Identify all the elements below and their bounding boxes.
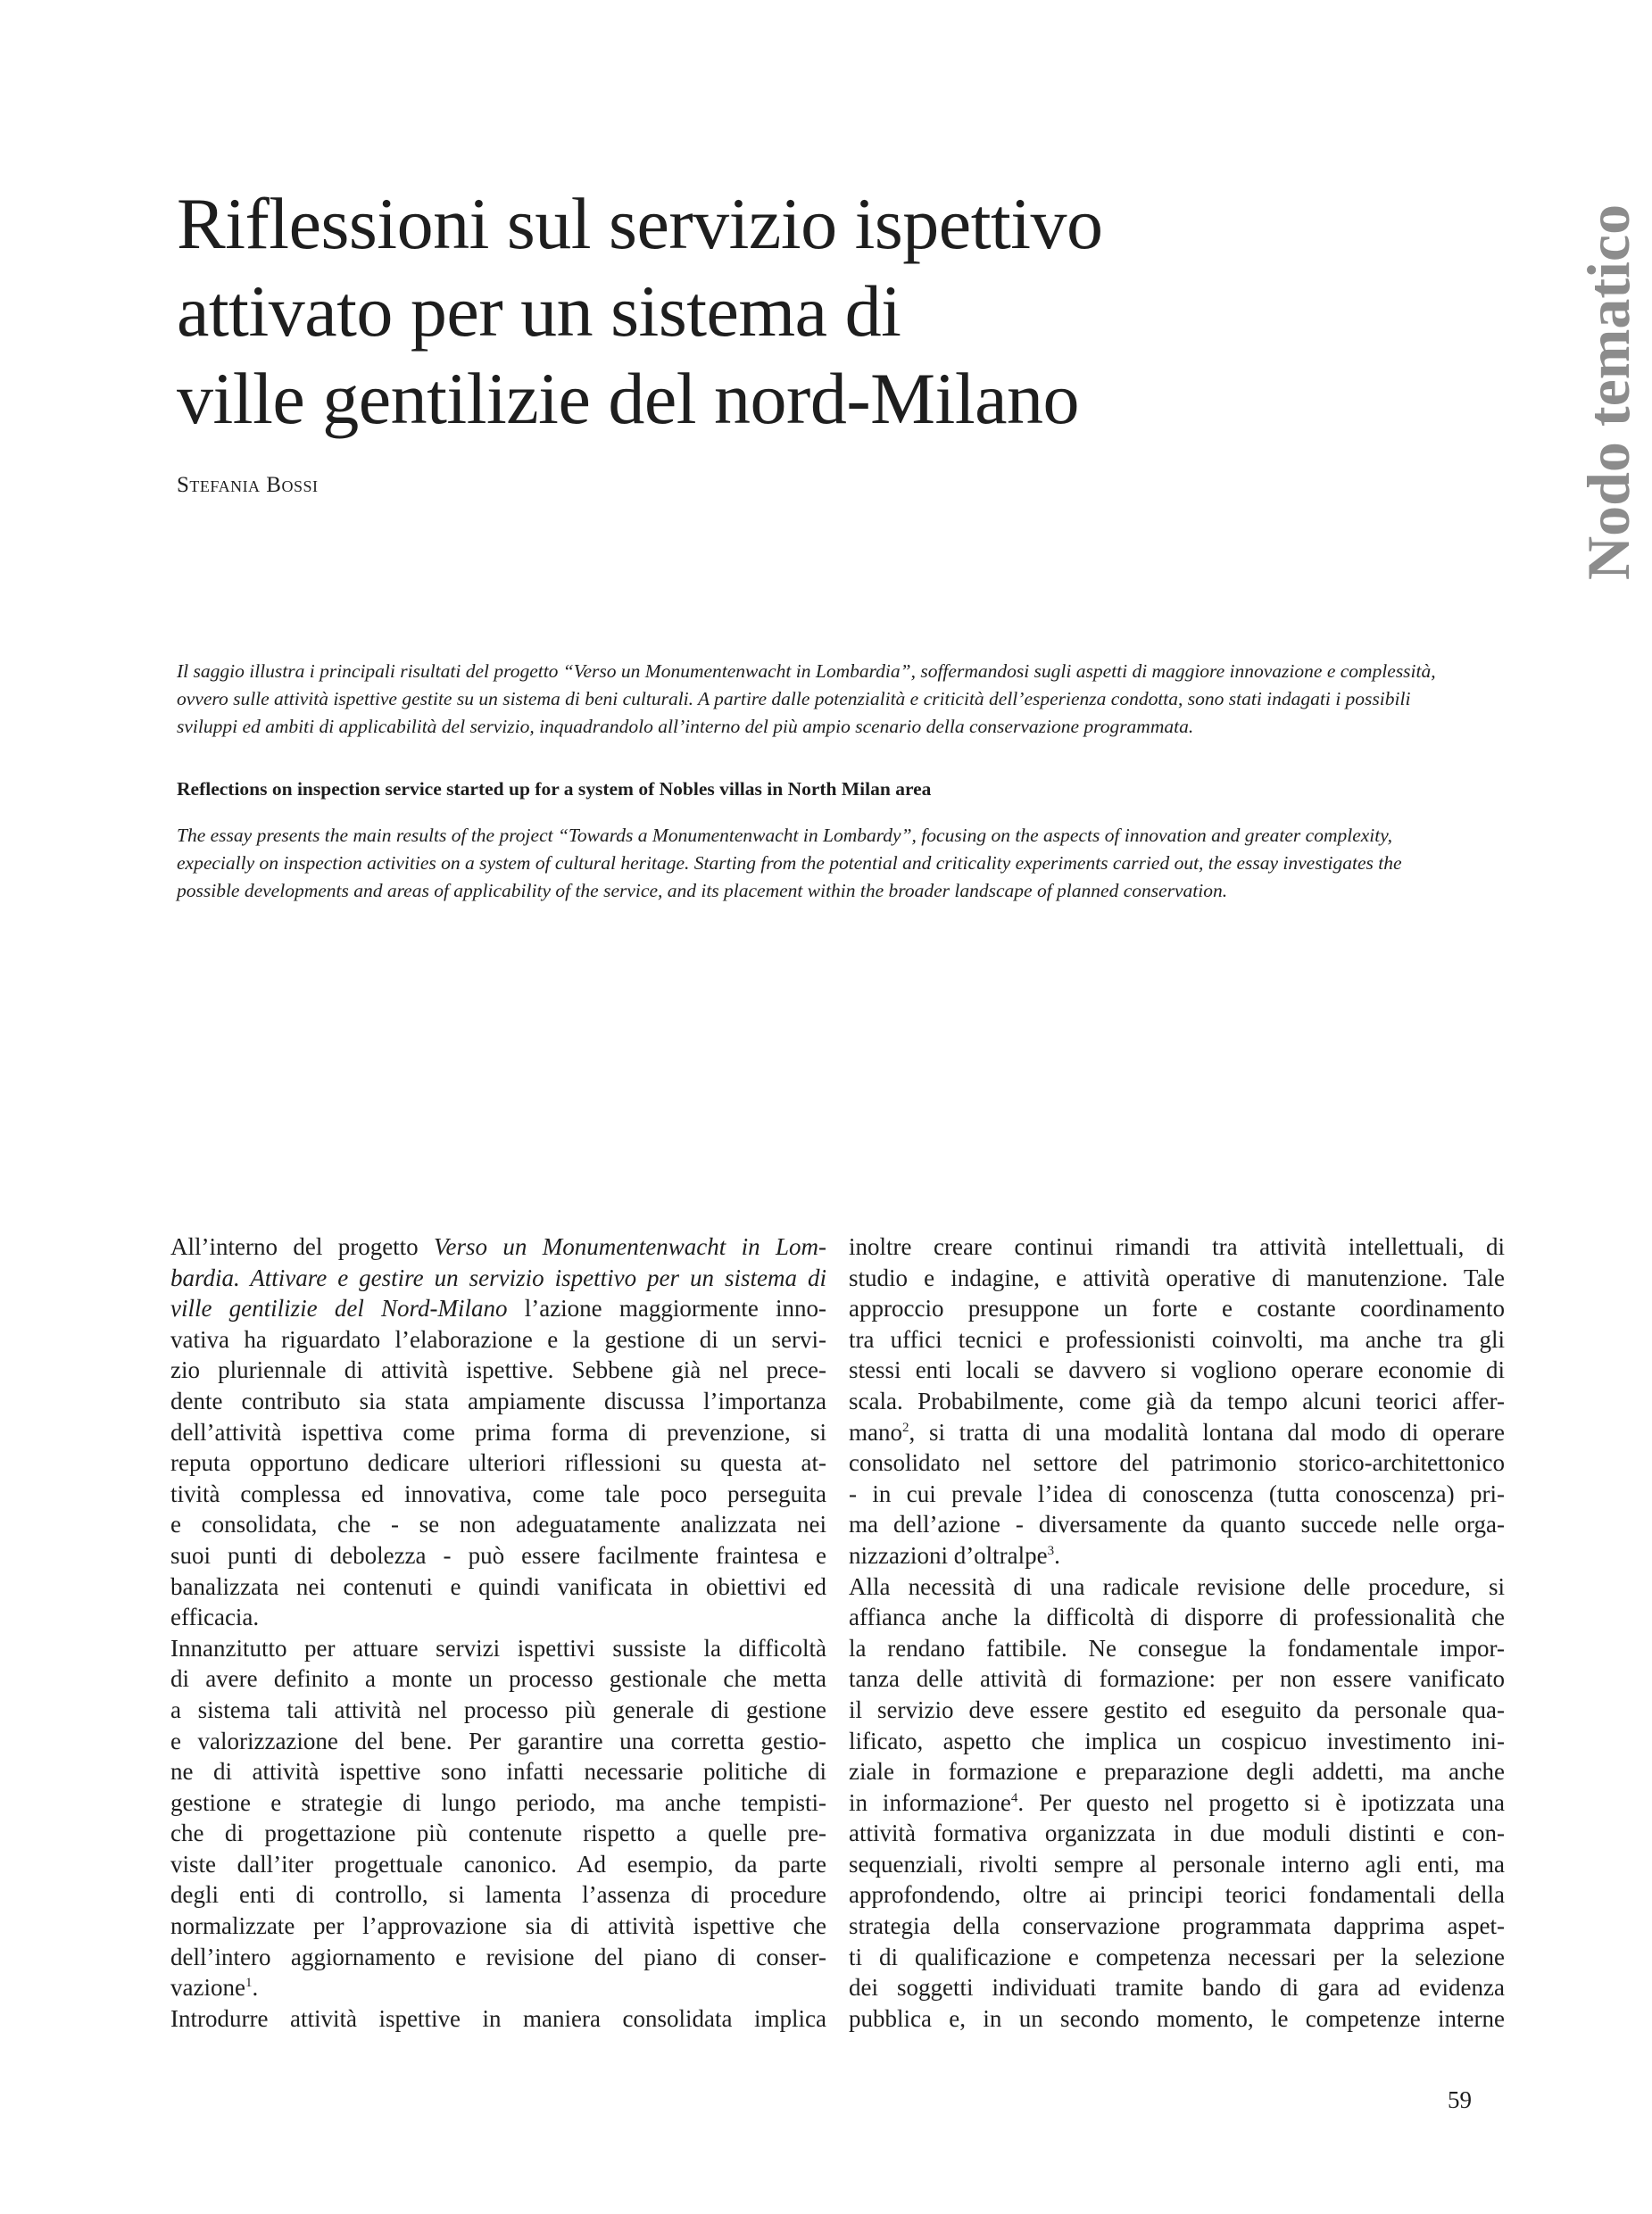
body-line: il servizio deve essere gestito ed eseguito da personale qua- <box>849 1696 1505 1723</box>
abstract-english <box>177 822 1498 905</box>
body-line: la rendano fattibile. Ne consegue la fondamentale impor- <box>849 1634 1505 1662</box>
body-line: ma dell’azione - diversamente da quanto succede nelle orga- <box>849 1511 1505 1538</box>
body-line: reputa opportuno dedicare ulteriori riflessioni su questa at- <box>170 1449 826 1477</box>
footnote-ref[interactable]: 3 <box>1047 1543 1055 1558</box>
body-line: ville gentilizie del Nord-Milano l’azione maggiormente inno- <box>170 1295 826 1323</box>
abstract-italian <box>177 658 1498 741</box>
title-line: Riflessioni sul servizio ispettivo <box>177 183 1103 264</box>
article-title <box>177 180 1337 443</box>
body-line: di avere definito a monte un processo gestionale che metta <box>170 1665 826 1693</box>
footnote-ref[interactable]: 4 <box>1010 1790 1018 1805</box>
body-line: dei soggetti individuati tramite bando di gara ad evidenza <box>849 1974 1505 2002</box>
body-line: strategia della conservazione programmata dapprima aspet- <box>849 1912 1505 1940</box>
body-line: dell’attività ispettiva come prima forma di prevenzione, si <box>170 1418 826 1446</box>
body-line: approccio presuppone un forte e costante coordinamento <box>849 1295 1505 1323</box>
body-line: ziale in formazione e preparazione degli addetti, ma anche <box>849 1758 1505 1786</box>
body-line: Introdurre attività ispettive in maniera consolidata implica <box>170 2004 826 2032</box>
body-line: ti di qualificazione e competenza necessari per la selezione <box>849 1943 1505 1970</box>
body-line: degli enti di controllo, si lamenta l’assenza di procedure <box>170 1881 826 1909</box>
body-line: che di progettazione più contenute rispetto a quelle pre- <box>170 1820 826 1847</box>
body-line: ne di attività ispettive sono infatti necessarie politiche di <box>170 1758 826 1786</box>
body-line: scala. Probabilmente, come già da tempo alcuni teorici affer- <box>849 1387 1505 1414</box>
body-line: mano$^2$, si tratta di una modalità lontana dal modo di operare <box>849 1418 1505 1446</box>
body-line: stessi enti locali se davvero si vogliono operare economie di <box>849 1356 1505 1384</box>
body-line: inoltre creare continui rimandi tra attività intellettuali, di <box>849 1233 1505 1260</box>
body-line: a sistema tali attività nel processo più generale di gestione <box>170 1696 826 1723</box>
footnote-ref[interactable]: 2 <box>902 1420 909 1435</box>
body-line: tanza delle attività di formazione: per non essere vanificato <box>849 1665 1505 1693</box>
abstract-line: sviluppi ed ambiti di applicabilità del servizio, inquadrandolo all’interno del più ampio scenario della conservazione programmata. <box>177 716 1194 737</box>
body-line: tra uffici tecnici e professionisti coinvolti, ma anche tra gli <box>849 1325 1505 1353</box>
page-number: 59 <box>1448 2086 1472 2113</box>
body-line: dell’intero aggiornamento e revisione del piano di conser- <box>170 1943 826 1970</box>
abstract-line: The essay presents the main results of the project “Towards a Monumentenwacht in Lombardy”, focusing on the aspects of innovation and greater complexity, <box>177 825 1392 846</box>
body-line: e valorizzazione del bene. Per garantire una corretta gestio- <box>170 1727 826 1754</box>
body-line: Alla necessità di una radicale revisione delle procedure, si <box>849 1572 1505 1600</box>
body-line: vazione$^1$. <box>170 1974 259 2002</box>
body-line: pubblica e, in un secondo momento, le competenze interne <box>849 2004 1505 2032</box>
body-line: suoi punti di debolezza - può essere facilmente fraintesa e <box>170 1541 826 1569</box>
footnote-ref[interactable]: 1 <box>245 1976 253 1991</box>
body-line: viste dall’iter progettuale canonico. Ad esempio, da parte <box>170 1850 826 1878</box>
abstract-line: ovvero sulle attività ispettive gestite su un sistema di beni culturali. A partire dalle potenzialità e criticità dell’esperienza condotta, sono stati indagati i possibili <box>177 688 1411 709</box>
author-name: Stefania Bossi <box>177 473 319 497</box>
body-line: nizzazioni d’oltralpe$^3$. <box>849 1541 1060 1569</box>
body-line: tività complessa ed innovativa, come tale poco perseguita <box>170 1480 826 1507</box>
abstract-line: possible developments and areas of applicability of the service, and its placement within the broader landscape of planned conservation. <box>177 880 1228 901</box>
body-line: banalizzata nei contenuti e quindi vanificata in obiettivi ed <box>170 1572 826 1600</box>
title-line: ville gentilizie del nord-Milano <box>177 358 1080 439</box>
body-line: affianca anche la difficoltà di disporre di professionalità che <box>849 1604 1505 1631</box>
body-line: normalizzate per l’approvazione sia di attività ispettive che <box>170 1912 826 1940</box>
body-column-left <box>170 1231 826 2034</box>
body-line: All’interno del progetto Verso un Monumentenwacht in Lom- <box>170 1233 826 1260</box>
body-line: gestione e strategie di lungo periodo, ma anche tempisti- <box>170 1788 826 1816</box>
body-line: consolidato nel settore del patrimonio storico-architettonico <box>849 1449 1505 1477</box>
body-line: dente contributo sia stata ampiamente discussa l’importanza <box>170 1387 826 1414</box>
body-line: e consolidata, che - se non adeguatamente analizzata nei <box>170 1511 826 1538</box>
body-line: studio e indagine, e attività operative di manutenzione. Tale <box>849 1264 1505 1291</box>
body-line: approfondendo, oltre ai principi teorici fondamentali della <box>849 1881 1505 1909</box>
body-line: attività formativa organizzata in due moduli distinti e con- <box>849 1820 1505 1847</box>
abstract-line: Il saggio illustra i principali risultati del progetto “Verso un Monumentenwacht in Lombardia”, soffermandosi sugli aspetti di maggiore innovazione e complessità, <box>177 660 1436 682</box>
section-side-label: Nodo tematico <box>1574 203 1642 580</box>
body-line: vativa ha riguardato l’elaborazione e la gestione di un servi- <box>170 1325 826 1353</box>
title-line: attivato per un sistema di <box>177 270 901 352</box>
body-line: sequenziali, rivolti sempre al personale interno agli enti, ma <box>849 1850 1505 1878</box>
abstract-line: expecially on inspection activities on a system of cultural heritage. Starting from the potential and criticality experiments carried out, the essay investigates the <box>177 852 1402 874</box>
body-line: - in cui prevale l’idea di conoscenza (tutta conoscenza) pri- <box>849 1480 1505 1507</box>
body-line: Innanzitutto per attuare servizi ispettivi sussiste la difficoltà <box>170 1634 826 1662</box>
body-line: lificato, aspetto che implica un cospicuo investimento ini- <box>849 1727 1505 1754</box>
body-line: zio pluriennale di attività ispettive. Sebbene già nel prece- <box>170 1356 826 1384</box>
body-column-right <box>849 1231 1505 2034</box>
body-line: efficacia. <box>170 1604 260 1631</box>
body-line: bardia. Attivare e gestire un servizio ispettivo per un sistema di <box>170 1264 826 1291</box>
body-line: in informazione$^4$. Per questo nel progetto si è ipotizzata una <box>849 1788 1505 1816</box>
english-title: Reflections on inspection service started up for a system of Nobles villas in North Milan area <box>177 778 932 800</box>
